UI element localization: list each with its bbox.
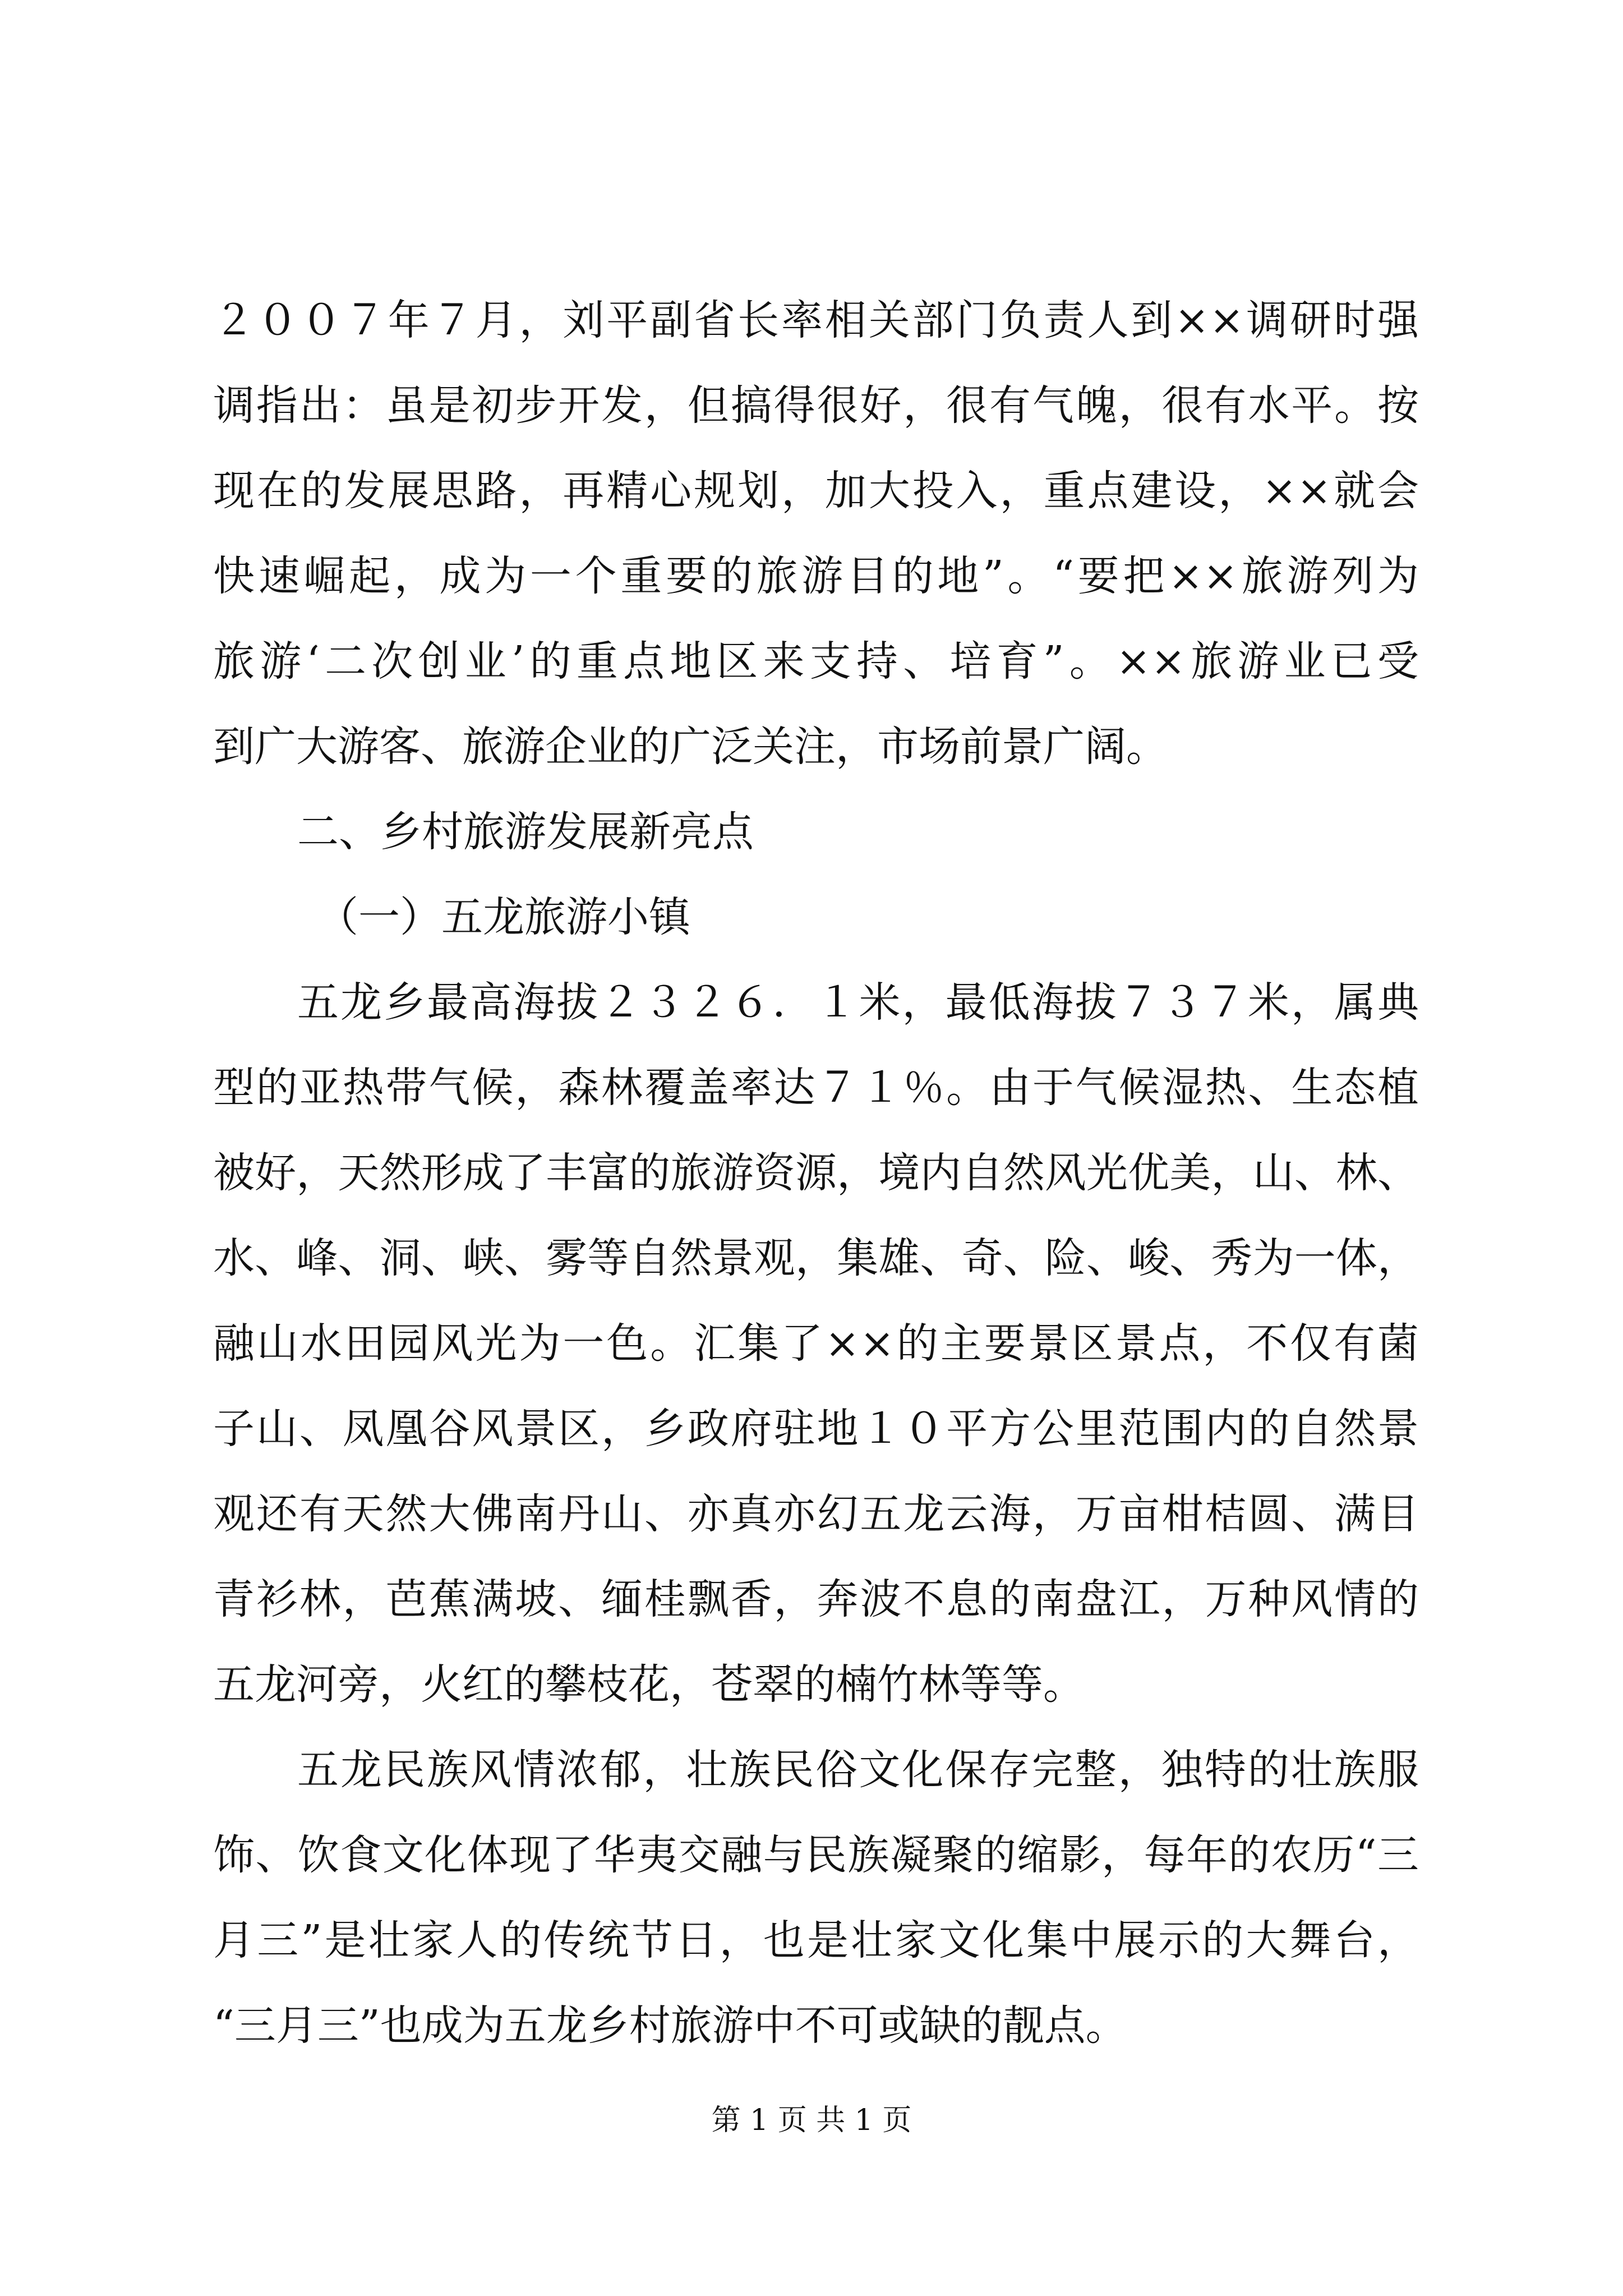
- paragraph-line: 五龙乡最高海拔２３２６．１米，最低海拔７３７米，属典: [297, 978, 1419, 1027]
- paragraph-line: “三月三”也成为五龙乡村旅游中不可或缺的靓点。: [213, 2001, 1127, 2050]
- paragraph-line: 青衫林，芭蕉满坡、缅桂飘香，奔波不息的南盘江，万种风情的: [213, 1575, 1419, 1623]
- paragraph-line: 型的亚热带气候，森林覆盖率达７１％。由于气候湿热、生态植: [213, 1064, 1419, 1112]
- paragraph-line: 现在的发展思路，再精心规划，加大投入，重点建设，××就会: [213, 467, 1419, 515]
- paragraph-line: 饰、饮食文化体现了华夷交融与民族凝聚的缩影，每年的农历“三: [213, 1831, 1419, 1879]
- document-body: [213, 278, 1419, 2068]
- paragraph-line: 被好，天然形成了丰富的旅游资源，境内自然风光优美，山、林、: [213, 1149, 1419, 1197]
- paragraph-line: ２００７年７月，刘平副省长率相关部门负责人到××调研时强: [213, 296, 1419, 344]
- paragraph-line: 到广大游客、旅游企业的广泛关注，市场前景广阔。: [213, 723, 1168, 771]
- paragraph-line: 快速崛起，成为一个重要的旅游目的地”。“要把××旅游列为: [213, 552, 1419, 600]
- paragraph-line: 五龙河旁，火红的攀枝花，苍翠的楠竹林等等。: [213, 1660, 1085, 1709]
- paragraph-line: 旅游‘二次创业’的重点地区来支持、培育”。××旅游业已受: [213, 637, 1419, 685]
- paragraph-line: 月三”是壮家人的传统节日，也是壮家文化集中展示的大舞台，: [213, 1916, 1419, 1964]
- page-number-footer: 第 1 页 共 1 页: [711, 2104, 912, 2137]
- paragraph-line: 调指出：虽是初步开发，但搞得很好，很有气魄，很有水平。按: [213, 381, 1419, 430]
- paragraph-line: 水、峰、洞、峡、雾等自然景观，集雄、奇、险、峻、秀为一体，: [213, 1234, 1419, 1282]
- paragraph-line: 子山、凤凰谷风景区，乡政府驻地１０平方公里范围内的自然景: [213, 1405, 1419, 1453]
- paragraph-line: 融山水田园风光为一色。汇集了××的主要景区景点，不仅有菌: [213, 1319, 1419, 1368]
- paragraph-line: 观还有天然大佛南丹山、亦真亦幻五龙云海，万亩柑桔圆、满目: [213, 1490, 1419, 1538]
- paragraph-line: 五龙民族风情浓郁，壮族民俗文化保存完整，独特的壮族服: [297, 1746, 1419, 1794]
- subsection-heading: （一）五龙旅游小镇: [317, 893, 690, 941]
- section-heading: 二、乡村旅游发展新亮点: [297, 808, 754, 856]
